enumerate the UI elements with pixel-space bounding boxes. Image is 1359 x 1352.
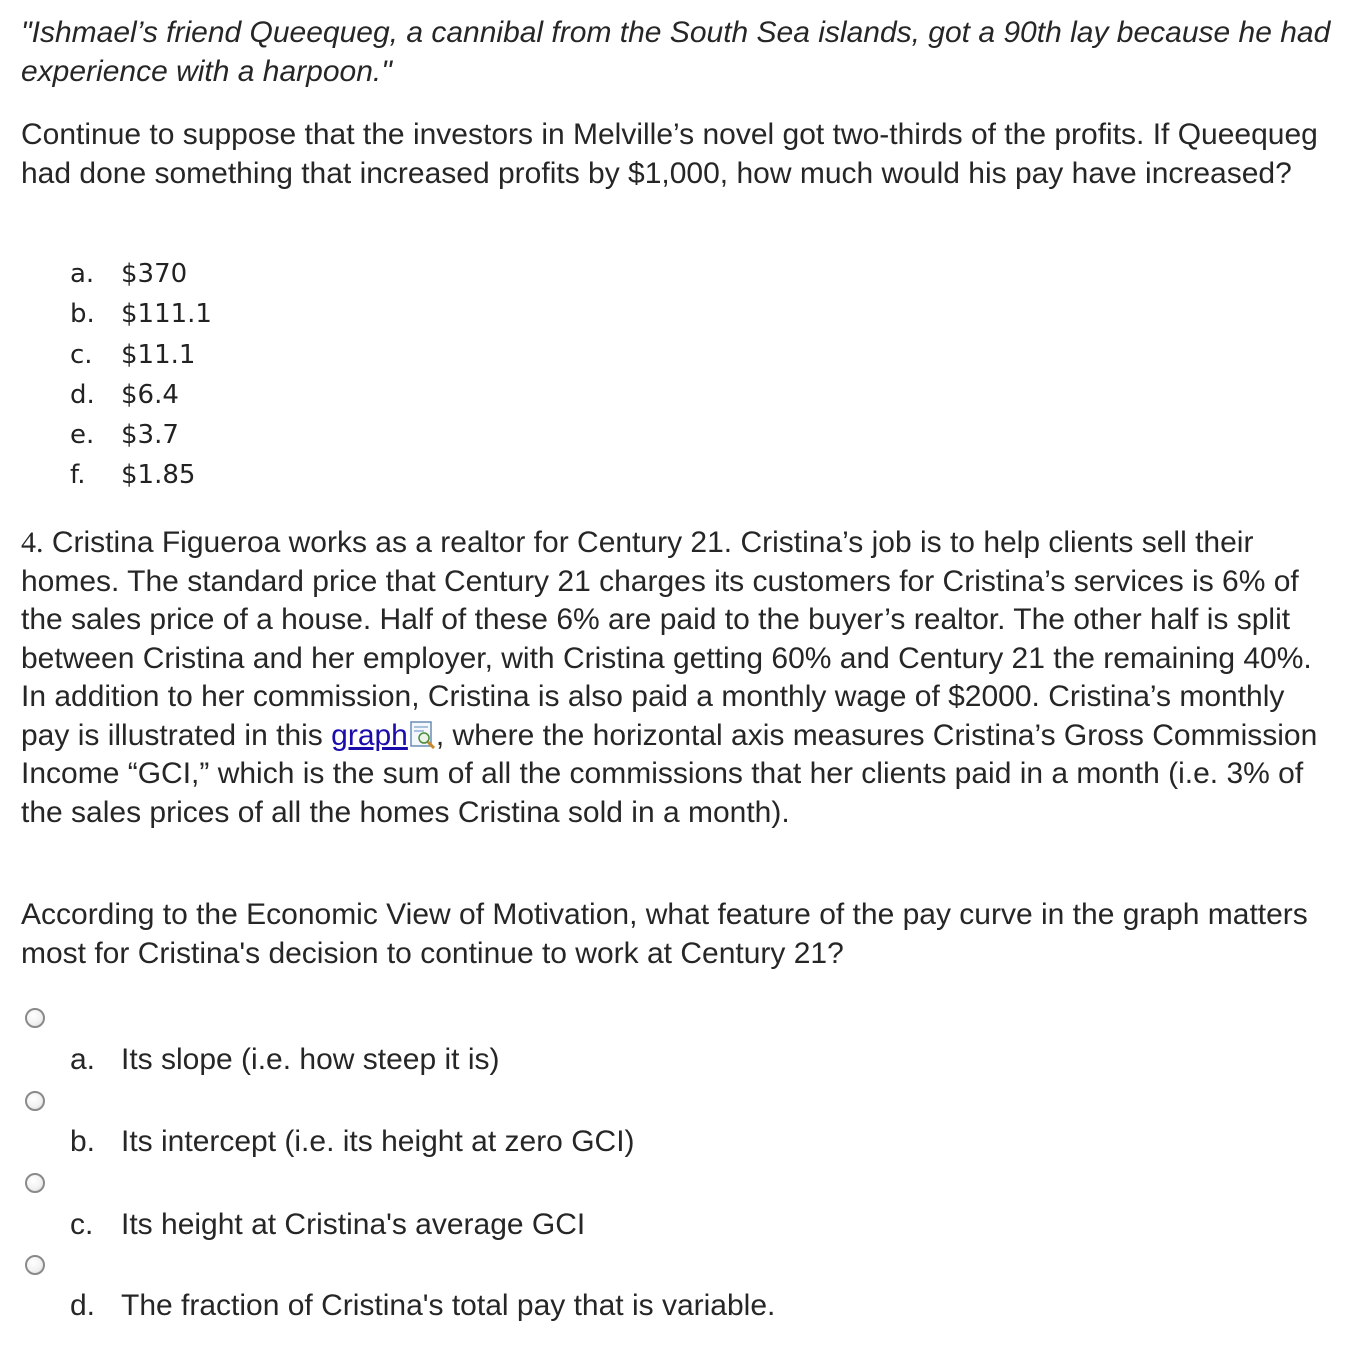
option-value: $370 [121,259,188,289]
option-value: $6.4 [121,379,179,410]
graph-link[interactable]: graph [331,718,408,752]
question-3-options [70,254,212,496]
question-4-prompt: According to the Economic View of Motivation, what feature of the pay curve in the graph matters most for Cristina's decision to continue to work at Century 21? [21,898,1308,970]
option-value: $111.1 [121,299,212,330]
option-c [70,335,212,375]
radio-button-icon[interactable] [25,1008,45,1028]
choice-b [70,1123,635,1161]
question-number: 4. [21,526,44,559]
choice-letter: a. [70,1043,96,1076]
choice-d [70,1287,775,1325]
option-letter: f. [70,460,86,491]
question-4-text [21,524,1331,832]
option-letter: d. [70,379,95,410]
quote-text: "Ishmael’s friend Queequeg, a cannibal from the South Sea islands, got a 90th lay because he had experience with a harpoon." [21,16,1331,88]
radio-button-icon[interactable] [25,1173,45,1193]
option-letter: a. [70,259,95,289]
option-value: $1.85 [121,460,196,491]
choice-letter: d. [70,1289,96,1322]
choice-text: Its height at Cristina's average GCI [121,1208,586,1241]
choice-a [70,1041,500,1079]
choice-text: Its slope (i.e. how steep it is) [121,1043,500,1076]
option-letter: c. [70,339,93,370]
question-3-text: Continue to suppose that the investors in Melville’s novel got two-thirds of the profits. If Queequeg had done something that increased profits by $1,000, how much would his pay have increased? [21,118,1318,190]
choice-letter: c. [70,1208,94,1241]
option-letter: e. [70,420,95,451]
radio-button-icon[interactable] [25,1255,45,1275]
option-value: $3.7 [121,420,179,451]
option-b [70,294,212,334]
option-value: $11.1 [121,339,196,370]
option-letter: b. [70,299,95,330]
option-a [70,254,212,294]
choice-text: Its intercept (i.e. its height at zero GCI) [121,1125,635,1158]
choice-letter: b. [70,1125,96,1158]
choice-c [70,1206,585,1244]
question-4-body: Cristina Figueroa works as a realtor for Century 21. Cristina’s job is to help clients sell their homes. The standard price that Century 21 charges its customers for Cristina’s services is 6% of the sales price of a house. Half of these 6% are paid to the buyer’s realtor. The other half is split between Cristina and her employer, with Cristina getting 60% and Century 21 the remaining 40%. In addition to her commission, Cristina is also paid a monthly wage of $2000. Cristina’s monthly pay is illustrated in this [21,526,1312,752]
option-d [70,375,212,415]
question-4-body-end: , where the horizontal axis measures Cristina’s Gross Commission Income “GCI,” which is the sum of all the commissions that her clients paid in a month (i.e. 3% of the sales prices of all the homes Cristina sold in a month). [21,718,1318,829]
option-f [70,455,212,495]
option-e [70,415,212,455]
image-preview-icon[interactable] [410,721,436,749]
radio-button-icon[interactable] [25,1091,45,1111]
choice-text: The fraction of Cristina's total pay that is variable. [121,1289,776,1322]
